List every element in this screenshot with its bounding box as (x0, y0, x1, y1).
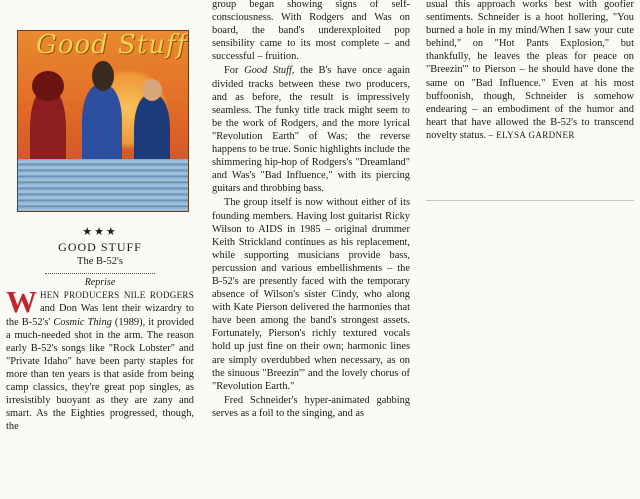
album-title: GOOD STUFF (58, 240, 142, 255)
paragraph: group began showing signs of self-consciousness. With Rodgers and Was on board, the band's underexploited pop sensibility came to its most complete – and successful – fruition. (212, 0, 410, 63)
middle-column (212, 0, 410, 420)
review-lede: WHEN PRODUCERS NILE RODGERS and Don Was lent their wizardry to the B-52's' Cosmic Thing (1989), it provided a much-needed shot in the arm. The reason early B-52's songs like "Rock Lobster" and "Private Idaho" have been party staples for more than ten years is that aside from being camp classics, they're great pop singles, as irresistibly buoyant as they are zany and smart. As the Eighties progressed, though, the (6, 284, 194, 433)
album-cover (17, 30, 189, 212)
paragraph: The group itself is now without either of its founding members. Having lost guitarist Ricky Wilson to AIDS in 1985 – original drummer Keith Strickland continues as his replacement, while supporting musicians provide bass, percussion and various embellishments – the B-52's are presently faced with the temporary absence of Wilson's sister Cindy, who along with Kate Pierson delivered the harmonies that have been among the band's strongest assets. Fortunately, Pierson's richly textured vocals hold up just fine on their own; harmonic lines are simply overdubbed when necessary, as on the sinuous "Breezin'" and the lovely chorus of "Revolution Earth." (212, 197, 410, 392)
right-column (426, 0, 634, 142)
rating-stars: ★★★ (82, 226, 118, 238)
paragraph: usual this approach works best with goofier sentiments. Schneider is a hoot hollering, "You burned a hole in my mind/When I saw your cute behind," on "Hot Pants Explosion," but thankfully, he leaves the pleas for peace on "Breezin'" to Pierson – he should have done the same on "Bad Influence." Even at his most buffoonish, though, Schneider is somehow endearing – an embodiment of the humor and heart that have allowed the B-52's to transcend novelty status. – ELYSA GARDNER (426, 0, 634, 141)
album-cover-logo: Good Stuff (36, 30, 188, 60)
paragraph: For Good Stuff, the B's have once again divided tracks between these two producers, and as before, the result is impressively seamless. The funky title track might seem to be the work of Rodgers, and the more lyrical "Revolution Earth" of Was; the reverse happens to be true. Sonic highlights include the shimmering hip-hop of Rodgers's "Dreamland" and Was's "Bad Influence," with its piercing guitars and throbbing bass. (212, 65, 410, 195)
byline: – ELYSA GARDNER (488, 129, 575, 140)
drop-cap: W (6, 284, 37, 320)
paragraph: Fred Schneider's hyper-animated gabbing serves as a foil to the singing, and as (212, 394, 410, 419)
divider (45, 273, 155, 274)
column-end-rule (426, 200, 634, 201)
left-column (6, 0, 194, 433)
record-label: Reprise (84, 277, 116, 289)
album-caption (6, 226, 194, 289)
album-artist: The B-52's (77, 256, 123, 268)
